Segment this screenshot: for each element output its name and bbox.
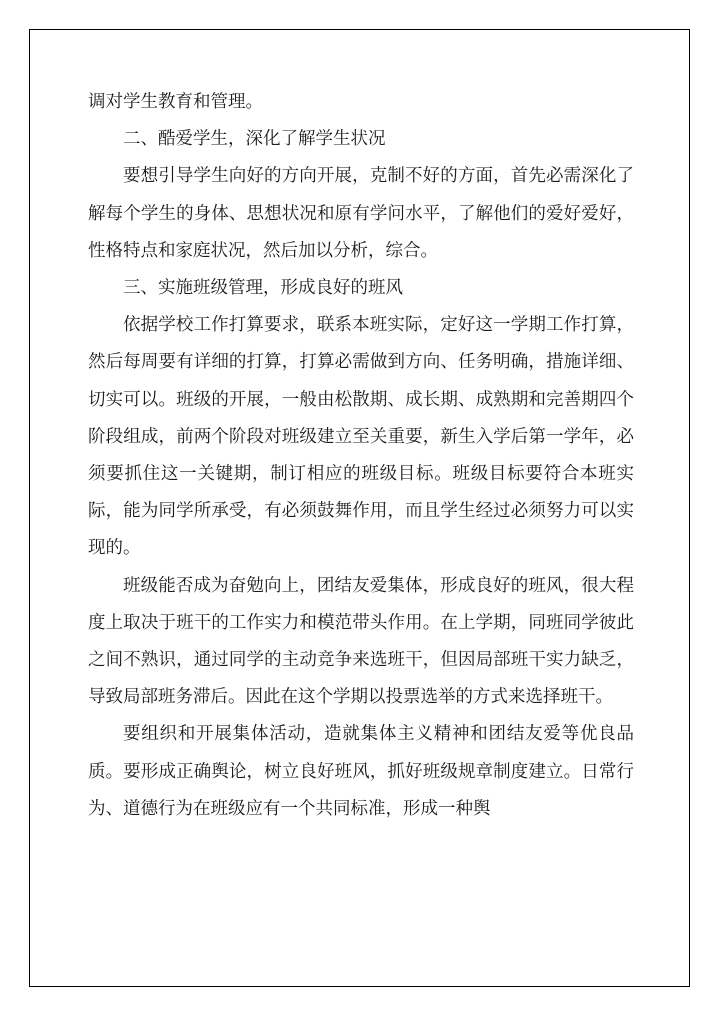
section-heading-3: 三、实施班级管理，形成良好的班风 (123, 278, 403, 299)
paragraph: 班级能否成为奋勉向上，团结友爱集体，形成良好的班风，很大程度上取决于班干的工作实力和模范带头作用。在上学期，同班同学彼此之间不熟识，通过同学的主动竞争来选班干，但因局部班干实力缺乏，导致局部班务滞后。因此在这个学期以投票选举的方式来选择班干。 (88, 575, 634, 708)
paragraph: 要想引导学生向好的方向开展，克制不好的方面，首先必需深化了解每个学生的身体、思想状况和原有学问水平，了解他们的爱好爱好，性格特点和家庭状况，然后加以分析，综合。 (88, 166, 634, 261)
section-heading-2: 二、酷爱学生，深化了解学生状况 (123, 129, 386, 150)
paragraph-continuation: 调对学生教育和管理。 (88, 92, 263, 112)
paragraph: 要组织和开展集体活动，造就集体主义精神和团结友爱等优良品质。要形成正确舆论，树立良好班风，抓好班级规章制度建立。日常行为、道德行为在班级应有一个共同标准，形成一种舆 (88, 724, 634, 819)
document-body (88, 84, 634, 828)
paragraph: 依据学校工作打算要求，联系本班实际，定好这一学期工作打算，然后每周要有详细的打算，打算必需做到方向、任务明确，措施详细、切实可以。班级的开展，一般由松散期、成长期、成熟期和完善期四个阶段组成，前两个阶段对班级建立至关重要，新生入学后第一学年，必须要抓住这一关键期，制订相应的班级目标。班级目标要符合本班实际，能为同学所承受，有必须鼓舞作用，而且学生经过必须努力可以实现的。 (88, 315, 634, 559)
